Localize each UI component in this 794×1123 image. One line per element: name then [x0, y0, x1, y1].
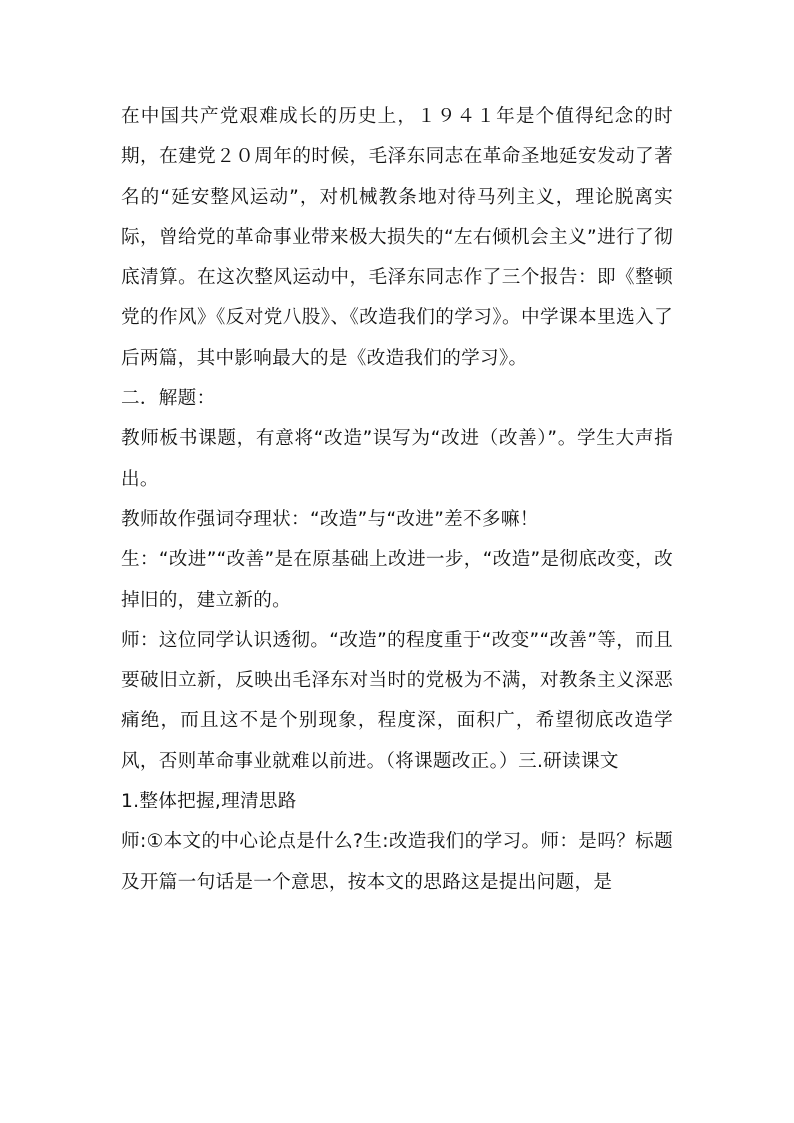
teacher-writes-title-paragraph: 教师板书课题，有意将“改造”误写为“改进（改善）”。学生大声指出。 — [121, 428, 673, 490]
intro-paragraph: 在中国共产党艰难成长的历史上，１９４１年是个值得纪念的时期，在建党２０周年的时候，毛泽东同志在革命圣地延安发动了著名的“延安整风运动”，对机械教条地对待马列主义，理论脱离实际，曾给党的革命事业带来极大损失的“左右倾机会主义”进行了彻底清算。在这次整风运动中，毛泽东同志作了三个报告：即《整顿党的作风》《反对党八股》、《改造我们的学习》。中学课本里选入了后两篇，其中影响最大的是《改造我们的学习》。 — [121, 106, 673, 369]
central-argument-paragraph: 师:①本文的中心论点是什么?生:改造我们的学习。师：是吗？标题及开篇一句话是一个意思，按本文的思路这是提出问题，是 — [121, 831, 673, 893]
section-heading-title-explanation: 二．解题： — [121, 388, 216, 410]
student-answer-paragraph: 生：“改进”“改善”是在原基础上改进一步，“改造”是彻底改变，改掉旧的，建立新的。 — [121, 549, 673, 611]
teacher-comment-paragraph: 师：这位同学认识透彻。“改造”的程度重于“改变”“改善”等，而且要破旧立新，反映出毛泽东对当时的党极为不满，对教条主义深恶痛绝，而且这不是个别现象，程度深，面积广，希望彻底改造学风，否则革命事业就难以前进。（将课题改正。）三.研读课文 — [121, 629, 673, 772]
subsection-heading-overall-grasp: 1.整体把握,理清思路 — [121, 791, 297, 813]
document-body — [121, 97, 673, 903]
teacher-argues-paragraph: 教师故作强词夺理状：“改造”与“改进”差不多嘛！ — [121, 508, 539, 530]
